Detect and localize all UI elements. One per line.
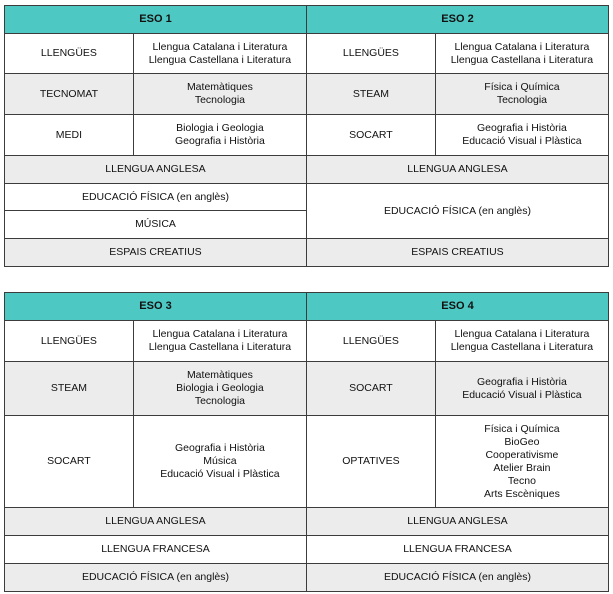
subject: Llengua Catalana i Literatura: [454, 328, 590, 340]
subjects-cell: [435, 34, 608, 74]
eso1-header: ESO 1: [5, 6, 307, 34]
subject: Educació Visual i Plàstica: [462, 135, 582, 147]
subject: Educació Visual i Plàstica: [462, 388, 582, 401]
subject: Llengua Castellana i Literatura: [450, 341, 594, 353]
subjects-cell: [133, 74, 306, 115]
english-row: [5, 508, 609, 536]
subject: Geografia i Història: [174, 442, 265, 454]
header-row: [5, 6, 609, 34]
area-cell: SOCART: [5, 416, 134, 508]
pe-cell: EDUCACIÓ FÍSICA (en anglès): [5, 184, 307, 211]
subjects-cell: [435, 416, 608, 508]
subject: Tecnologia: [496, 94, 548, 106]
english-row: [5, 156, 609, 184]
subjects-cell: [435, 321, 608, 362]
subject: Llengua Castellana i Literatura: [450, 53, 594, 66]
subject: Matemàtiques: [186, 81, 253, 93]
subject: Llengua Castellana i Literatura: [148, 341, 292, 353]
table-row: [5, 362, 609, 416]
subjects-cell: [133, 321, 306, 362]
subject: BioGeo: [504, 435, 540, 448]
table-row: [5, 115, 609, 156]
subject: Llengua Catalana i Literatura: [152, 40, 288, 53]
subject: Llengua Catalana i Literatura: [152, 328, 288, 340]
subject: Tecno: [507, 474, 536, 487]
eso3-header: ESO 3: [5, 293, 307, 321]
subject: Llengua Castellana i Literatura: [148, 53, 292, 66]
subject: Llengua Catalana i Literatura: [454, 40, 590, 53]
english-cell: LLENGUA ANGLESA: [306, 156, 608, 184]
pe-row: [5, 184, 609, 211]
eso2-header: ESO 2: [306, 6, 608, 34]
subjects-cell: [133, 115, 306, 156]
english-cell: LLENGUA ANGLESA: [306, 508, 608, 536]
area-cell: TECNOMAT: [5, 74, 134, 115]
area-cell: SOCART: [306, 115, 435, 156]
creative-cell: ESPAIS CREATIUS: [306, 239, 608, 267]
subject: Tecnologia: [194, 395, 246, 407]
subjects-cell: [133, 416, 306, 508]
area-cell: LLENGÜES: [306, 321, 435, 362]
subject: Geografia i Història: [476, 375, 567, 388]
table-row: [5, 74, 609, 115]
area-cell: LLENGÜES: [5, 34, 134, 74]
eso1-eso2-table: [4, 5, 609, 267]
english-cell: LLENGUA ANGLESA: [5, 156, 307, 184]
music-cell: MÚSICA: [5, 211, 307, 239]
english-cell: LLENGUA ANGLESA: [5, 508, 307, 536]
subject: Matemàtiques: [186, 369, 253, 381]
header-row: [5, 293, 609, 321]
french-cell: LLENGUA FRANCESA: [5, 536, 307, 564]
french-row: [5, 536, 609, 564]
eso3-eso4-table: [4, 292, 609, 592]
subject: Música: [203, 455, 237, 467]
table-row: [5, 416, 609, 508]
area-cell: STEAM: [306, 74, 435, 115]
subject: Cooperativisme: [485, 448, 559, 461]
subject: Física i Química: [484, 422, 560, 435]
subjects-cell: [435, 74, 608, 115]
subject: Educació Visual i Plàstica: [160, 468, 280, 480]
area-cell: STEAM: [5, 362, 134, 416]
subject: Geografia i Història: [174, 135, 265, 147]
area-cell: MEDI: [5, 115, 134, 156]
area-cell: LLENGÜES: [306, 34, 435, 74]
subject: Tecnologia: [194, 94, 246, 106]
table-row: [5, 321, 609, 362]
subject: Arts Escèniques: [483, 487, 560, 500]
subject: Geografia i Història: [476, 122, 567, 134]
table-row: [5, 34, 609, 74]
eso4-header: ESO 4: [306, 293, 608, 321]
subject: Biologia i Geologia: [176, 122, 264, 134]
creative-row: [5, 239, 609, 267]
subject: Atelier Brain: [493, 461, 551, 474]
subjects-cell: [435, 115, 608, 156]
subject: Biologia i Geologia: [176, 382, 264, 394]
area-cell: LLENGÜES: [5, 321, 134, 362]
subject: Física i Química: [484, 81, 560, 93]
area-cell: SOCART: [306, 362, 435, 416]
subjects-cell: [435, 362, 608, 416]
pe-cell: EDUCACIÓ FÍSICA (en anglès): [306, 564, 608, 592]
creative-cell: ESPAIS CREATIUS: [5, 239, 307, 267]
pe-cell: EDUCACIÓ FÍSICA (en anglès): [306, 184, 608, 239]
area-cell: OPTATIVES: [306, 416, 435, 508]
pe-cell: EDUCACIÓ FÍSICA (en anglès): [5, 564, 307, 592]
subjects-cell: [133, 362, 306, 416]
subjects-cell: [133, 34, 306, 74]
pe-row: [5, 564, 609, 592]
french-cell: LLENGUA FRANCESA: [306, 536, 608, 564]
